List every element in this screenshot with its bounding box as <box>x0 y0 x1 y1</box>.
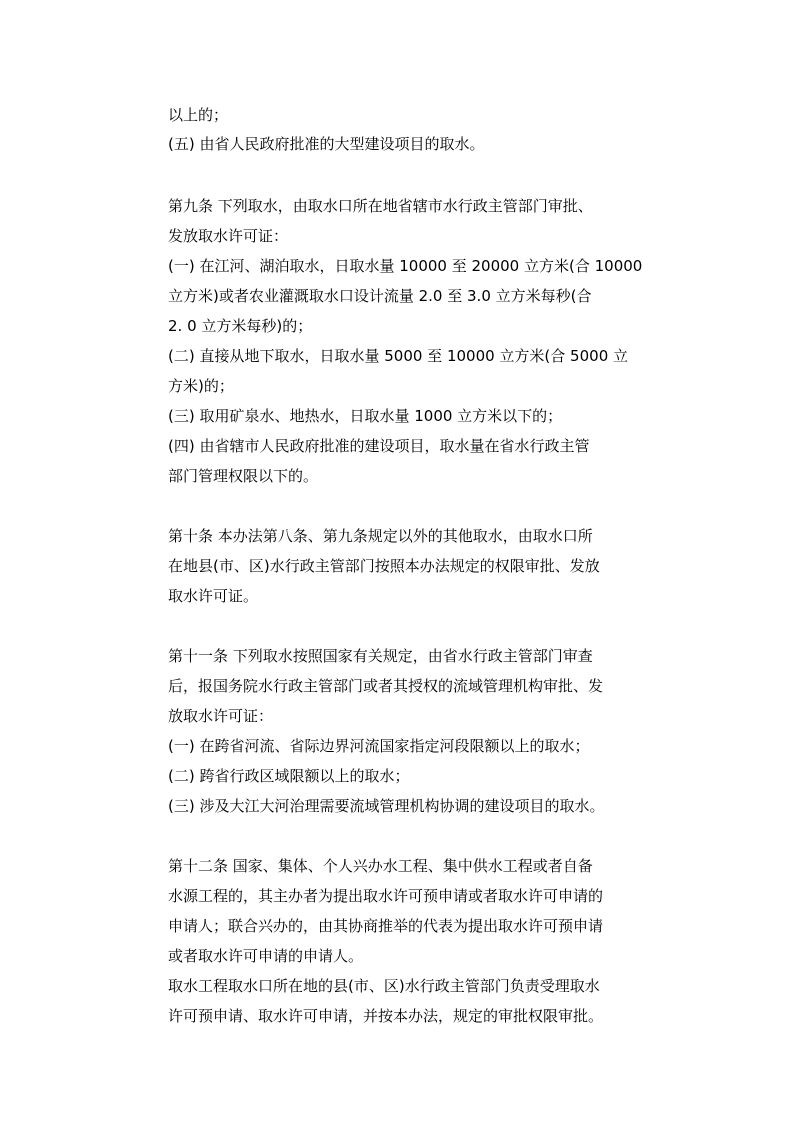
text-line: 部门管理权限以下的。 <box>168 467 319 485</box>
text-line: (一) 在跨省河流、省际边界河流国家指定河段限额以上的取水； <box>168 737 590 755</box>
text-line: 发放取水许可证： <box>168 227 289 245</box>
text-line: 许可预申请、取水许可申请，并按本办法，规定的审批权限审批。 <box>168 1007 604 1025</box>
text-line: 申请人；联合兴办的，由其协商推举的代表为提出取水许可预申请 <box>168 917 604 935</box>
article-9-heading: 第九条 下列取水，由取水口所在地省辖市水行政主管部门审批、 <box>168 197 593 215</box>
text-line: 后，报国务院水行政主管部门或者其授权的流域管理机构审批、发 <box>168 677 604 695</box>
text-line: 2. 0 立方米每秒)的； <box>168 317 313 335</box>
text-line: 方米)的； <box>168 377 234 395</box>
text-line: 立方米)或者农业灌溉取水口设计流量 2.0 至 3.0 立方米每秒(合 <box>168 287 592 305</box>
text-line: (五) 由省人民政府批准的大型建设项目的取水。 <box>168 135 485 153</box>
text-line: 取水许可证。 <box>168 587 259 605</box>
text-line: (一) 在江河、湖泊取水，日取水量 10000 至 20000 立方米(合 10000 <box>168 257 643 275</box>
article-11-heading: 第十一条 下列取水按照国家有关规定，由省水行政主管部门审查 <box>168 647 593 665</box>
text-line: 取水工程取水口所在地的县(市、区)水行政主管部门负责受理取水 <box>168 977 600 995</box>
text-line: (四) 由省辖市人民政府批准的建设项目，取水量在省水行政主管 <box>168 437 590 455</box>
text-line: 放取水许可证： <box>168 707 274 725</box>
text-line: (二) 直接从地下取水，日取水量 5000 至 10000 立方米(合 5000 立 <box>168 347 628 365</box>
article-12-heading: 第十二条 国家、集体、个人兴办水工程、集中供水工程或者自备 <box>168 857 593 875</box>
text-line: (二) 跨省行政区域限额以上的取水； <box>168 767 410 785</box>
text-line: 在地县(市、区)水行政主管部门按照本办法规定的权限审批、发放 <box>168 557 600 575</box>
text-line: 水源工程的，其主办者为提出取水许可预申请或者取水许可申请的 <box>168 887 604 905</box>
text-line: (三) 涉及大江大河治理需要流域管理机构协调的建设项目的取水。 <box>168 797 605 815</box>
article-10-heading: 第十条 本办法第八条、第九条规定以外的其他取水，由取水口所 <box>168 527 593 545</box>
text-line: 或者取水许可申请的申请人。 <box>168 947 364 965</box>
text-line: (三) 取用矿泉水、地热水，日取水量 1000 立方米以下的； <box>168 407 563 425</box>
text-line: 以上的； <box>168 106 229 124</box>
